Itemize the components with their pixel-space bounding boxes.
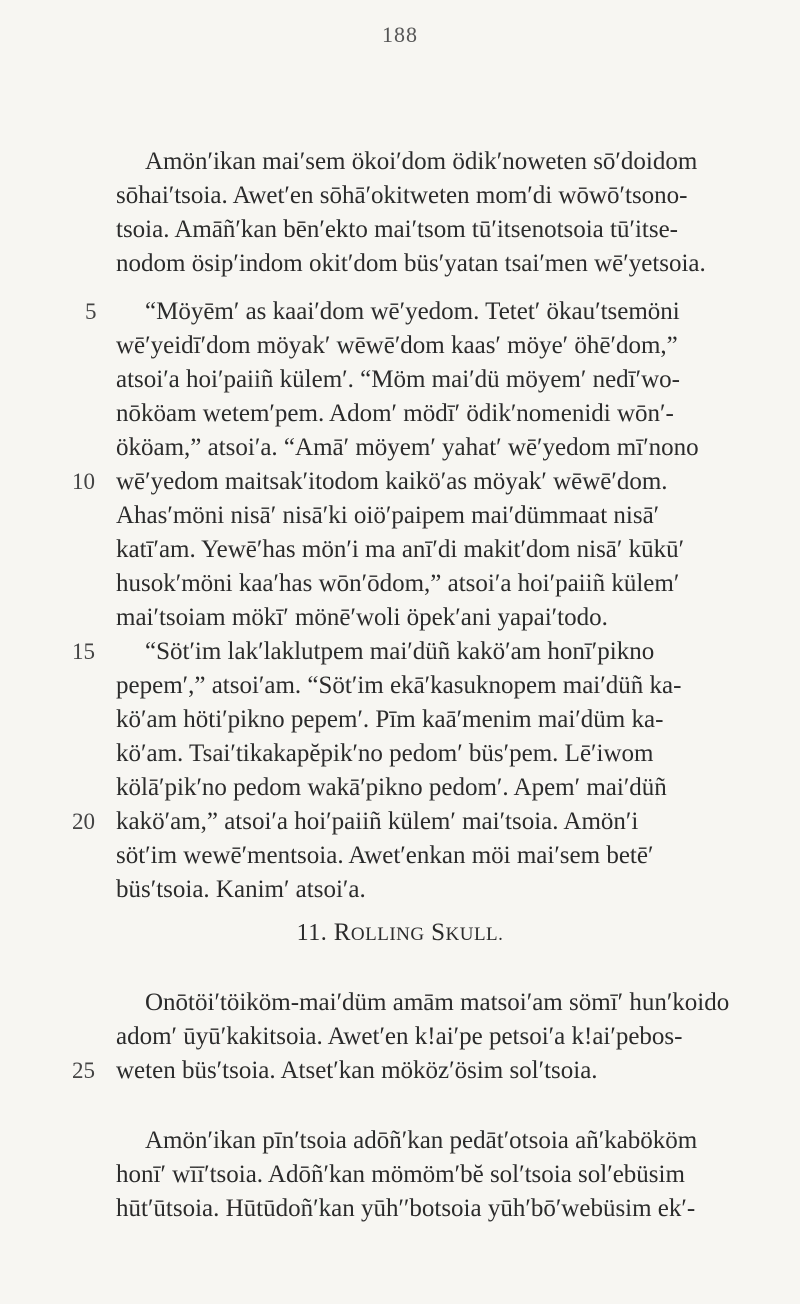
section-title-rest: KULL. <box>445 924 504 945</box>
text-line: sōhaiʹtsoia. Awetʹen sōhāʹokitweten momʹdi wōwōʹtsono- <box>116 182 688 209</box>
text-line: atsoiʹa hoiʹpaiiñ külemʹ. “Möm maiʹdü möyemʹ nedīʹwo- <box>116 366 680 393</box>
text-line: adomʹ ūyūʹkakitsoia. Awetʹen k!aiʹpe petsoiʹa k!aiʹpebos- <box>116 1023 683 1050</box>
text-line: “Sötʹim lakʹlaklutpem maiʹdüñ kaköʹam honīʹpikno <box>145 638 655 665</box>
text-line: Amönʹikan maiʹsem ökoiʹdom ödikʹnoweten sōʹdoidom <box>145 148 698 175</box>
text-line: honīʹ wīīʹtsoia. Adōñʹkan mömömʹbĕ solʹtsoia solʹebüsim <box>116 1161 685 1188</box>
text-line: husokʹmöni kaaʹhas wōnʹōdom,” atsoiʹa hoiʹpaiiñ külemʹ <box>116 570 680 597</box>
text-line: weten büsʹtsoia. Atsetʹkan möközʹösim solʹtsoia. <box>116 1057 598 1084</box>
section-title-initial: S <box>431 919 446 946</box>
text-line: “Möyēmʹ as kaaiʹdom wēʹyedom. Tetetʹ ökauʹtsemöni <box>145 298 680 325</box>
text-line: Amönʹikan pīnʹtsoia adōñʹkan pedātʹotsoia añʹkabököm <box>145 1127 698 1154</box>
section-number: 11. <box>296 920 328 946</box>
text-line: sötʹim wewēʹmentsoia. Awetʹenkan möi maiʹsem betēʹ <box>116 842 654 869</box>
section-title-initial: R <box>333 919 351 946</box>
line-number: 25 <box>72 1058 95 1083</box>
text-line: hūtʹūtsoia. Hūtūdoñʹkan yūhʹʹbotsoia yūhʹbōʹwebüsim ekʹ- <box>116 1195 696 1222</box>
text-line: wēʹyeidīʹdom möyakʹ wēwēʹdom kaasʹ möyeʹ öhēʹdom,” <box>116 332 678 359</box>
text-line: ököam,” atsoiʹa. “Amāʹ möyemʹ yahatʹ wēʹyedom mīʹnono <box>116 434 699 461</box>
text-line: wēʹyedom maitsakʹitodom kaiköʹas möyakʹ wēwēʹdom. <box>116 468 668 495</box>
line-number: 5 <box>85 299 97 324</box>
line-number: 10 <box>72 469 95 494</box>
text-line: büsʹtsoia. Kanimʹ atsoiʹa. <box>116 876 366 903</box>
line-number: 15 <box>72 639 95 664</box>
text-line: Onōtöiʹtöiköm-maiʹdüm amām matsoiʹam sömīʹ hunʹkoido <box>145 989 730 1016</box>
text-line: Ahasʹmöni nisāʹ nisāʹki oiöʹpaipem maiʹdümmaat nisāʹ <box>116 502 660 529</box>
text-line: pepemʹ,” atsoiʹam. “Sötʹim ekāʹkasuknopem maiʹdüñ ka- <box>116 672 682 699</box>
section-heading <box>0 918 800 950</box>
text-line: maiʹtsoiam mökīʹ mönēʹwoli öpekʹani yapaiʹtodo. <box>116 604 608 631</box>
text-line: kaköʹam,” atsoiʹa hoiʹpaiiñ külemʹ maiʹtsoia. Amönʹi <box>116 808 639 835</box>
text-line: kölāʹpikʹno pedom wakāʹpikno pedomʹ. Apemʹ maiʹdüñ <box>116 774 667 801</box>
line-number: 20 <box>72 809 95 834</box>
page-number: 188 <box>382 22 418 47</box>
text-line: köʹam hötiʹpikno pepemʹ. Pīm kaāʹmenim maiʹdüm ka- <box>116 706 664 733</box>
text-line: nodom ösipʹindom okitʹdom büsʹyatan tsaiʹmen wēʹyetsoia. <box>116 250 706 277</box>
section-title-rest: OLLING <box>350 924 425 945</box>
text-line: tsoia. Amāñʹkan bēnʹekto maiʹtsom tūʹitsenotsoia tūʹitse- <box>116 216 678 243</box>
text-line: köʹam. Tsaiʹtikakapĕpikʹno pedomʹ büsʹpem. Lēʹiwom <box>116 740 654 767</box>
text-line: katīʹam. Yewēʹhas mönʹi ma anīʹdi makitʹdom nisāʹ kūkūʹ <box>116 536 685 563</box>
text-line: nōköam wetemʹpem. Adomʹ mödīʹ ödikʹnomenidi wōnʹ- <box>116 400 674 427</box>
